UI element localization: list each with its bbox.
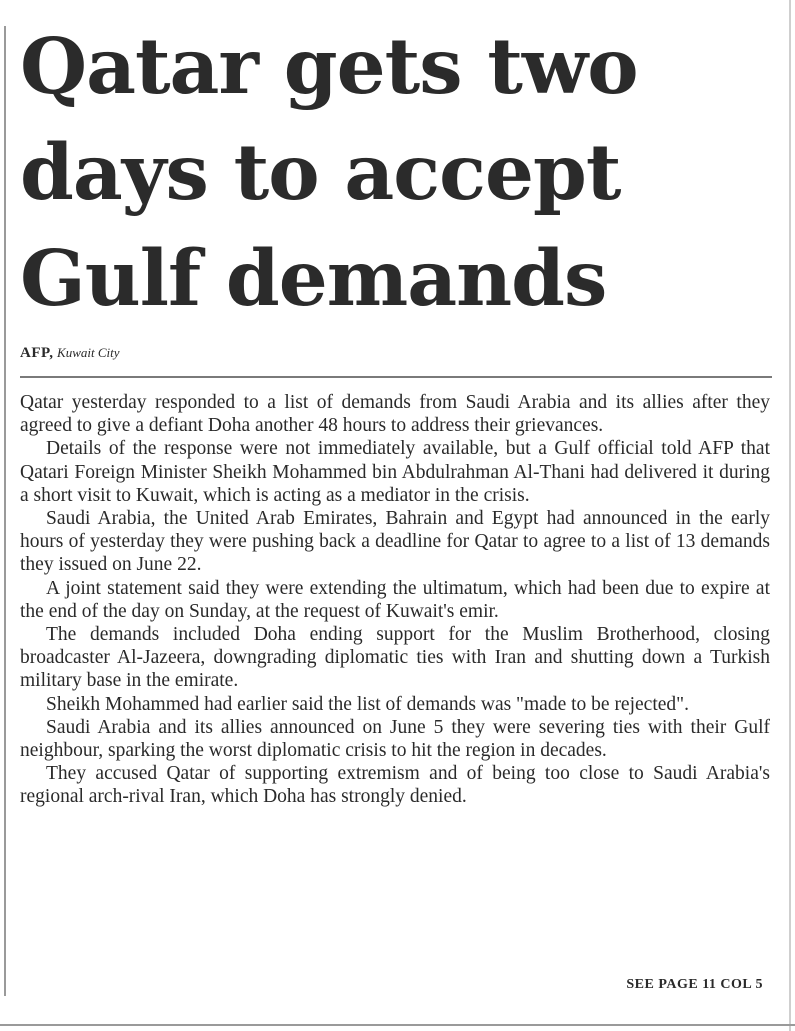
article-paragraph: They accused Qatar of supporting extremism and of being too close to Saudi Arabia's regional arch-rival Iran, which Doha has strongly denied.: [20, 763, 770, 808]
byline-location: Kuwait City: [57, 345, 120, 360]
article-paragraph: The demands included Doha ending support for the Muslim Brotherhood, closing broadcaster Al-Jazeera, downgrading diplomatic ties with Iran and shutting down a Turkish military base in the emirate.: [20, 624, 770, 692]
byline-divider: [20, 376, 772, 378]
right-page-edge: [789, 0, 791, 1031]
byline-agency: AFP,: [20, 345, 54, 361]
byline: [20, 345, 120, 362]
bottom-rule: [0, 1024, 795, 1026]
article-paragraph: A joint statement said they were extending the ultimatum, which had been due to expire at the end of the day on Sunday, at the request of Kuwait's emir.: [20, 577, 770, 622]
article-paragraph: Details of the response were not immediately available, but a Gulf official told AFP that Qatari Foreign Minister Sheikh Mohammed bin Abdulrahman Al-Thani had delivered it during a short visit to Kuwait, which is acting as a mediator in the crisis.: [20, 438, 770, 506]
article-body: [20, 391, 770, 809]
left-column-rule: [4, 26, 6, 996]
headline: Qatar gets two days to accept Gulf demands: [20, 22, 638, 324]
article-paragraph: Sheikh Mohammed had earlier said the list of demands was "made to be rejected".: [46, 693, 689, 715]
article-paragraph: Saudi Arabia and its allies announced on June 5 they were severing ties with their Gulf neighbour, sparking the worst diplomatic crisis to hit the region in decades.: [20, 716, 770, 762]
continuation-note: SEE PAGE 11 COL 5: [626, 977, 763, 992]
article-paragraph: Saudi Arabia, the United Arab Emirates, Bahrain and Egypt had announced in the early hours of yesterday they were pushing back a deadline for Qatar to agree to a list of 13 demands they issued on June 22.: [20, 508, 770, 576]
article-paragraph: Qatar yesterday responded to a list of demands from Saudi Arabia and its allies after they agreed to give a defiant Doha another 48 hours to address their grievances.: [20, 392, 770, 437]
